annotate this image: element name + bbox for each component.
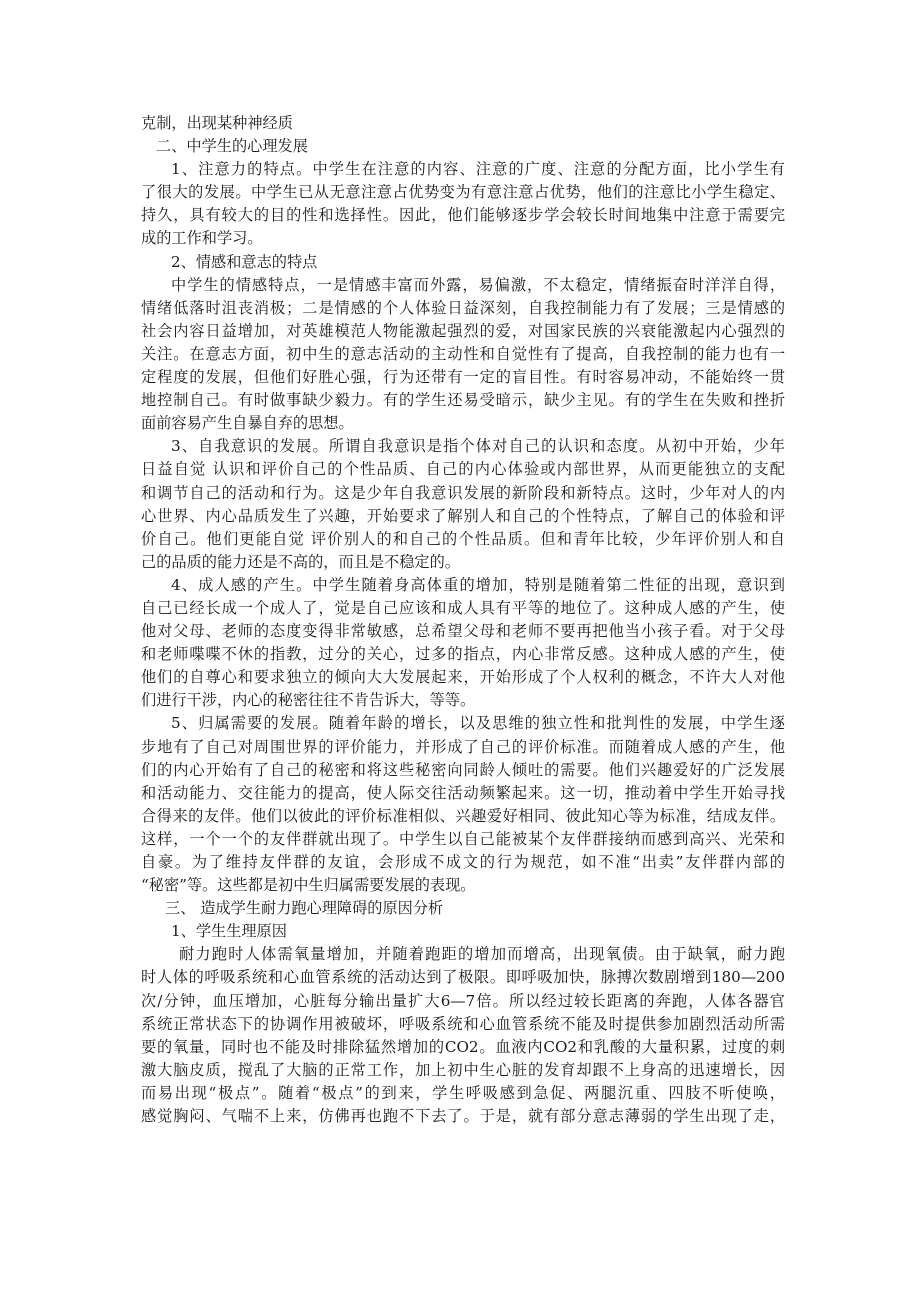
text-line: 1、注意力的特点。中学生在注意的内容、注意的广度、注意的分配方面，比小学生有 [171, 160, 785, 179]
text-line: 这样，一个一个的友伴群就出现了。中学生以自己能被某个友伴群接纳而感到高兴、光荣和 [141, 829, 785, 848]
text-line: 自己已经长成一个成人了，觉是自己应该和成人具有平等的地位了。这种成人感的产生，使 [141, 598, 785, 617]
text-line: 激大脑皮质，搅乱了大脑的正常工作，加上初中生心脏的发育却跟不上身高的迅速增长，因 [141, 1060, 785, 1079]
text-line: 而易出现“极点”。随着“极点”的到来，学生呼吸感到急促、两腿沉重、四肢不听使唤， [141, 1083, 785, 1102]
text-line: 价自己。他们更能自觉 评价别人的和自己的个性品质。但和青年比较，少年评价别人和自 [141, 529, 785, 548]
text-line: 耐力跑时人体需氧量增加，并随着跑距的增加而增高，出现氧债。由于缺氧，耐力跑 [179, 945, 785, 964]
text-line: 地控制自己。有时做事缺少毅力。有的学生还易受暗示，缺少主见。有的学生在失败和挫折 [141, 391, 785, 410]
text-line: 二、中学生的心理发展 [156, 137, 308, 156]
text-line: 成的工作和学习。 [141, 229, 263, 248]
text-line: 自豪。为了维持友伴群的友谊，会形成不成文的行为规范，如不准“出卖”友伴群内部的 [141, 853, 785, 871]
text-line: 1、学生生理原因 [171, 922, 287, 941]
text-line: 面前容易产生自暴自弃的思想。 [141, 414, 354, 433]
text-line: 三、 造成学生耐力跑心理障碍的原因分析 [165, 899, 444, 918]
text-line: 步地有了自己对周围世界的评价能力，并形成了自己的评价标准。而随着成人感的产生，他 [141, 737, 785, 756]
text-line: 关注。在意志方面，初中生的意志活动的主动性和自觉性有了提高，自我控制的能力也有一 [141, 344, 785, 363]
text-line: 合得来的友伴。他们以彼此的评价标准相似、兴趣爱好相同、彼此知心等为标准，结成友伴。 [141, 806, 785, 825]
text-line: 系统正常状态下的协调作用被破坏，呼吸系统和心血管系统不能及时提供参加剧烈活动所需 [141, 1014, 785, 1033]
text-line: 心世界、内心品质发生了兴趣，开始要求了解别人和自己的个性特点，了解自己的体验和评 [141, 506, 785, 525]
text-line: 他们的自尊心和要求独立的倾向大大发展起来，开始形成了个人权利的概念，不许大人对他 [141, 668, 785, 687]
text-line: 和老师喋喋不休的指教，过分的关心，过多的指点，内心非常反感。这种成人感的产生，使 [141, 645, 785, 664]
text-line: “秘密”等。这些都是初中生归属需要发展的表现。 [141, 876, 476, 895]
text-line: 要的氧量，同时也不能及时排除猛然增加的CO2。血液内CO2和乳酸的大量积累，过度的刺 [141, 1037, 785, 1056]
text-line: 4、成人感的产生。中学生随着身高体重的增加，特别是随着第二性征的出现，意识到 [171, 575, 785, 594]
text-line: 克制，出现某种神经质 [141, 114, 293, 132]
text-line: 他对父母、老师的态度变得非常敏感，总希望父母和老师不要再把他当小孩子看。对于父母 [141, 622, 785, 641]
text-line: 情绪低落时沮丧消极；二是情感的个人体验日益深刻，自我控制能力有了发展；三是情感的 [141, 298, 785, 317]
text-line: 们的内心开始有了自己的秘密和将这些秘密向同龄人倾吐的需要。他们兴趣爱好的广泛发展 [141, 760, 785, 779]
text-line: 2、情感和意志的特点 [171, 252, 318, 271]
text-line: 次/分钟，血压增加，心脏每分输出量扩大6—7倍。所以经过较长距离的奔跑，人体各器官 [141, 991, 785, 1010]
document-page [141, 112, 785, 1128]
text-line: 社会内容日益增加，对英雄模范人物能激起强烈的爱，对国家民族的兴衰能激起内心强烈的 [141, 321, 785, 340]
text-line: 日益自觉 认识和评价自己的个性品质、自己的内心体验或内部世界，从而更能独立的支配 [141, 460, 785, 479]
text-line: 3、自我意识的发展。所谓自我意识是指个体对自己的认识和态度。从初中开始，少年 [171, 437, 785, 456]
text-line: 中学生的情感特点，一是情感丰富而外露，易偏激，不太稳定，情绪振奋时洋洋自得， [171, 275, 785, 294]
text-line: 己的品质的能力还是不高的，而且是不稳定的。 [141, 552, 460, 571]
text-line: 持久，具有较大的目的性和选择性。因此，他们能够逐步学会较长时间地集中注意于需要完 [141, 206, 785, 225]
text-line: 们进行干涉，内心的秘密往往不肯告诉大，等等。 [141, 691, 476, 710]
text-line: 和活动能力、交往能力的提高，使人际交往活动频繁起来。这一切，推动着中学生开始寻找 [141, 783, 785, 802]
text-line: 感觉胸闷、气喘不上来，仿佛再也跑不下去了。于是，就有部分意志薄弱的学生出现了走， [141, 1107, 785, 1126]
text-line: 了很大的发展。中学生已从无意注意占优势变为有意注意占优势，他们的注意比小学生稳定、 [141, 183, 785, 202]
text-line: 和调节自己的活动和行为。这是少年自我意识发展的新阶段和新特点。这时，少年对人的内 [141, 483, 785, 502]
text-line: 定程度的发展，但他们好胜心强，行为还带有一定的盲目性。有时容易冲动，不能始终一贯 [141, 368, 785, 387]
text-line: 5、归属需要的发展。随着年龄的增长，以及思维的独立性和批判性的发展，中学生逐 [171, 714, 785, 733]
text-line: 时人体的呼吸系统和心血管系统的活动达到了极限。即呼吸加快，脉搏次数剧增到180—200 [141, 968, 785, 987]
